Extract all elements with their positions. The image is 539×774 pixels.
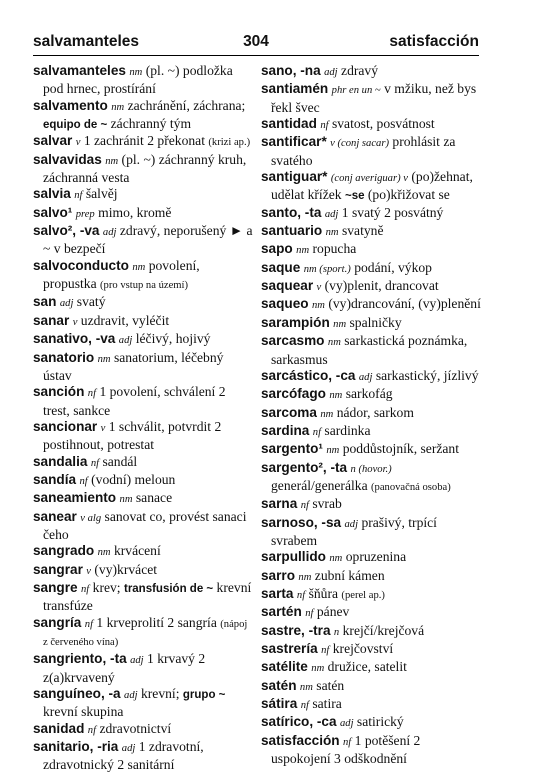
entry-headword: sarta bbox=[261, 585, 294, 601]
entry-translation: zdravý, neporušený ► a ~ v bezpečí bbox=[43, 223, 253, 257]
entry-headword: sanción bbox=[33, 384, 85, 400]
dictionary-entry bbox=[261, 333, 481, 368]
dictionary-entry bbox=[261, 460, 481, 497]
entry-headword: sarna bbox=[261, 496, 298, 512]
entry-grammar: adj bbox=[121, 743, 136, 755]
entry-grammar: nf bbox=[80, 583, 90, 595]
entry-grammar: v bbox=[100, 422, 106, 434]
dictionary-entry bbox=[261, 241, 481, 259]
dictionary-entry bbox=[261, 733, 481, 768]
entry-translation: krvácení bbox=[113, 543, 161, 559]
entry-grammar: nf bbox=[342, 736, 352, 748]
entry-subentry-translation: (po)křižovat se bbox=[367, 187, 450, 203]
dictionary-entry bbox=[33, 419, 253, 454]
header-rule bbox=[33, 55, 479, 56]
left-guide-word: salvamanteles bbox=[33, 33, 139, 50]
entry-headword: sarampión bbox=[261, 314, 330, 330]
entry-grammar: adj bbox=[324, 208, 339, 220]
entry-grammar: nm bbox=[326, 445, 340, 457]
dictionary-entry bbox=[261, 586, 481, 604]
entry-translation: šňůra bbox=[308, 585, 339, 601]
entry-grammar: v (conj sacar) bbox=[330, 138, 389, 150]
entry-grammar: adj bbox=[339, 718, 354, 730]
entry-grammar: v bbox=[86, 565, 91, 577]
entry-headword: sargento¹ bbox=[261, 441, 323, 457]
dictionary-entry bbox=[261, 223, 481, 241]
dictionary-entry bbox=[261, 205, 481, 223]
entry-translation: krevní; bbox=[140, 686, 180, 702]
dictionary-entry bbox=[33, 739, 253, 774]
entry-headword: sanguíneo, -a bbox=[33, 686, 121, 702]
entry-translation: sarkastická poznámka, sarkasmus bbox=[271, 333, 468, 367]
entry-translation: v mžiku, než bys řekl švec bbox=[271, 81, 477, 115]
dictionary-entry bbox=[33, 562, 253, 580]
entry-translation: zubní kámen bbox=[314, 567, 385, 583]
dictionary-entry bbox=[33, 580, 253, 615]
entry-headword: santidad bbox=[261, 116, 317, 132]
entry-translation: svrab bbox=[312, 496, 342, 512]
entry-translation: sanace bbox=[135, 490, 173, 506]
dictionary-entry bbox=[261, 496, 481, 514]
entry-headword: sarcasmo bbox=[261, 333, 325, 349]
dictionary-entry bbox=[261, 714, 481, 732]
entry-headword: sangriento, -ta bbox=[33, 651, 127, 667]
entry-translation: (vodní) meloun bbox=[91, 471, 176, 487]
dictionary-entry bbox=[261, 315, 481, 333]
page-number: 304 bbox=[243, 33, 269, 50]
entry-headword: sartén bbox=[261, 604, 302, 620]
entry-grammar: nf bbox=[74, 190, 83, 202]
entry-grammar: v bbox=[72, 316, 78, 328]
entry-translation: (po)žehnat, udělat křížek bbox=[271, 169, 473, 203]
entry-headword: saque bbox=[261, 259, 301, 275]
entry-translation: mimo, kromě bbox=[98, 204, 172, 220]
entry-headword: sandalia bbox=[33, 453, 88, 469]
entry-headword: salvo², -va bbox=[33, 223, 100, 239]
entry-translation: zdravotnictví bbox=[99, 720, 172, 736]
dictionary-entry bbox=[261, 604, 481, 622]
entry-translation: 1 krveprolití 2 sangría bbox=[96, 614, 217, 630]
dictionary-entry bbox=[33, 331, 253, 349]
entry-headword: sanatorio bbox=[33, 349, 95, 365]
entry-grammar: nf bbox=[312, 426, 322, 438]
right-guide-word: satisfacción bbox=[389, 33, 479, 50]
entry-translation: povolení, propustka bbox=[43, 257, 200, 292]
entry-translation: ropucha bbox=[312, 241, 357, 257]
entry-subentry: equipo de ~ bbox=[43, 119, 108, 132]
entry-grammar: nm bbox=[299, 681, 313, 693]
entry-headword: sanidad bbox=[33, 720, 85, 736]
entry-translation: sarkofág bbox=[345, 386, 393, 402]
dictionary-entry bbox=[261, 386, 481, 404]
entry-grammar: nf bbox=[305, 608, 314, 620]
entry-headword: sastrería bbox=[261, 641, 318, 656]
dictionary-entry bbox=[33, 454, 253, 472]
entry-headword: satisfacción bbox=[261, 732, 340, 748]
dictionary-entry bbox=[261, 423, 481, 441]
dictionary-entry bbox=[33, 186, 253, 204]
entry-grammar: nm bbox=[97, 547, 111, 559]
dictionary-entry bbox=[33, 543, 253, 561]
entry-grammar: adj bbox=[130, 655, 144, 667]
entry-headword: saneamiento bbox=[33, 490, 117, 506]
entry-grammar: nm bbox=[320, 408, 334, 420]
entry-headword: sarcástico, -ca bbox=[261, 367, 356, 383]
entry-headword: saqueo bbox=[261, 296, 309, 312]
entry-headword: sandía bbox=[33, 471, 77, 487]
entry-headword: sanitario, -ria bbox=[33, 739, 119, 755]
dictionary-entry bbox=[261, 659, 481, 677]
entry-grammar: nf bbox=[320, 120, 329, 132]
entry-note: (krizi ap.) bbox=[208, 137, 251, 149]
entry-grammar: adj bbox=[344, 518, 359, 530]
entry-grammar: nm bbox=[329, 553, 343, 565]
dictionary-entry bbox=[261, 134, 481, 169]
entry-translation: generál/generálka bbox=[271, 477, 368, 493]
entry-headword: sarro bbox=[261, 567, 296, 583]
dictionary-entry bbox=[261, 623, 481, 641]
entry-translation: (pl. ~) záchranný kruh, záchranná vesta bbox=[43, 151, 247, 186]
dictionary-entry bbox=[261, 260, 481, 278]
entry-headword: santiguar* bbox=[261, 169, 328, 185]
entry-translation: 1 potěšení 2 uspokojení 3 odškodnění bbox=[271, 732, 421, 767]
entry-headword: sancionar bbox=[33, 418, 98, 434]
entry-headword: sanear bbox=[33, 508, 77, 524]
dictionary-entry bbox=[33, 686, 253, 721]
entry-headword: sangrado bbox=[33, 543, 95, 559]
entry-headword: salvar bbox=[33, 133, 73, 149]
dictionary-entry bbox=[33, 490, 253, 508]
entry-headword: salvamento bbox=[33, 97, 108, 113]
entry-subentry-translation: krevní skupina bbox=[43, 704, 124, 720]
entry-grammar: nm bbox=[312, 300, 325, 312]
entry-translation: spalničky bbox=[349, 314, 402, 330]
entry-grammar: nm bbox=[105, 155, 119, 167]
entry-translation: pánev bbox=[316, 604, 350, 620]
entry-translation: svatyně bbox=[341, 223, 384, 239]
entry-translation: svatost, posvátnost bbox=[331, 116, 435, 132]
entry-translation: šalvěj bbox=[85, 186, 118, 202]
dictionary-entry bbox=[261, 549, 481, 567]
entry-translation: podání, výkop bbox=[354, 259, 432, 275]
entry-headword: sarpullido bbox=[261, 549, 326, 565]
entry-translation: 1 zdravotní, zdravotnický 2 sanitární bbox=[43, 739, 204, 773]
entry-headword: sanar bbox=[33, 312, 70, 328]
dictionary-entry bbox=[261, 116, 481, 134]
dictionary-entry bbox=[33, 63, 253, 98]
dictionary-entry bbox=[33, 472, 253, 490]
entry-headword: sangría bbox=[33, 614, 82, 630]
entry-grammar: nf bbox=[87, 388, 97, 400]
entry-headword: satírico, -ca bbox=[261, 714, 337, 730]
entry-headword: salvo¹ bbox=[33, 204, 73, 220]
entry-translation: 1 povolení, schválení 2 trest, sankce bbox=[43, 384, 226, 418]
entry-grammar: adj bbox=[118, 335, 133, 347]
dictionary-entry bbox=[33, 721, 253, 739]
entry-grammar: v bbox=[316, 282, 322, 294]
dictionary-entry bbox=[33, 313, 253, 331]
entry-grammar: nf bbox=[79, 475, 88, 487]
dictionary-entry bbox=[261, 278, 481, 296]
entry-translation: sardinka bbox=[324, 422, 371, 438]
entry-grammar: n (hovor.) bbox=[350, 463, 392, 475]
entry-translation: opruzenina bbox=[345, 549, 407, 565]
entry-headword: sapo bbox=[261, 241, 293, 257]
entry-headword: sargento², -ta bbox=[261, 459, 348, 475]
entry-translation: (vy)krvácet bbox=[94, 561, 158, 577]
entry-grammar: phr en un ~ bbox=[331, 85, 381, 97]
entry-translation: léčivý, hojivý bbox=[135, 331, 211, 347]
dictionary-entry bbox=[261, 515, 481, 550]
entry-grammar: nm bbox=[325, 227, 339, 239]
entry-subentry: grupo ~ bbox=[182, 689, 226, 702]
entry-grammar: n bbox=[333, 626, 340, 638]
entry-grammar: nm (sport.) bbox=[303, 263, 351, 275]
dictionary-entry bbox=[261, 405, 481, 423]
entry-translation: (pl. ~) podložka pod hrnec, prostírání bbox=[43, 63, 233, 97]
entry-translation: 1 schválit, potvrdit 2 postihnout, potrestat bbox=[43, 418, 222, 453]
dictionary-entry bbox=[261, 368, 481, 386]
dictionary-entry bbox=[33, 509, 253, 544]
entry-translation: 1 krvavý 2 z(a)krvavený bbox=[43, 651, 206, 685]
entry-grammar: adj bbox=[324, 67, 338, 78]
entry-grammar: adj bbox=[102, 227, 117, 239]
right-column bbox=[261, 63, 481, 767]
entry-headword: sardina bbox=[261, 422, 310, 438]
entry-translation: zdravý bbox=[341, 63, 379, 78]
page-header bbox=[33, 33, 479, 53]
entry-translation: (vy)drancování, (vy)plenění bbox=[328, 296, 481, 312]
entry-note: (perel ap.) bbox=[341, 589, 385, 601]
entry-grammar: nf bbox=[321, 645, 330, 656]
dictionary-entry bbox=[33, 133, 253, 151]
entry-grammar: nm bbox=[333, 318, 347, 330]
entry-headword: san bbox=[33, 294, 57, 310]
entry-grammar: (conj averiguar) v bbox=[330, 173, 408, 185]
entry-headword: santiamén bbox=[261, 81, 329, 97]
entry-translation: svatý bbox=[76, 294, 106, 310]
entry-grammar: nm bbox=[119, 494, 133, 506]
dictionary-entry bbox=[33, 258, 253, 295]
entry-translation: uzdravit, vyléčit bbox=[80, 312, 170, 328]
entry-grammar: nf bbox=[300, 700, 309, 712]
entry-subentry: transfusión de ~ bbox=[123, 582, 214, 595]
entry-headword: santo, -ta bbox=[261, 204, 322, 220]
entry-translation: nádor, sarkom bbox=[336, 404, 414, 420]
entry-translation: satira bbox=[312, 696, 342, 712]
entry-headword: sastre, -tra bbox=[261, 622, 331, 638]
entry-grammar: nf bbox=[90, 457, 100, 469]
dictionary-entry bbox=[261, 696, 481, 714]
entry-grammar: nm bbox=[311, 663, 325, 675]
entry-grammar: adj bbox=[124, 690, 138, 702]
entry-translation: krev; bbox=[92, 579, 121, 595]
entry-grammar: nm bbox=[111, 101, 125, 113]
entry-translation: satirický bbox=[356, 714, 404, 730]
dictionary-entry bbox=[33, 205, 253, 223]
entry-translation: (vy)plenit, drancovat bbox=[324, 278, 439, 294]
left-column bbox=[33, 63, 253, 774]
entry-headword: sarnoso, -sa bbox=[261, 514, 342, 530]
entry-headword: sátira bbox=[261, 696, 298, 712]
dictionary-entry bbox=[261, 81, 481, 116]
entry-grammar: nm bbox=[129, 67, 143, 78]
entry-headword: sarcoma bbox=[261, 404, 317, 420]
entry-translation: sarkastický, jízlivý bbox=[375, 367, 479, 383]
dictionary-entry bbox=[261, 169, 481, 205]
entry-headword: sangrar bbox=[33, 561, 83, 577]
entry-translation: prohlásit za svatého bbox=[271, 134, 456, 168]
entry-translation: zachránění, záchrana; bbox=[127, 97, 246, 113]
entry-translation: poddůstojník, seržant bbox=[342, 441, 459, 457]
entry-note: (panovačná osoba) bbox=[371, 481, 451, 493]
entry-grammar: nf bbox=[84, 618, 94, 630]
entry-translation: sanatorium, léčebný ústav bbox=[43, 349, 224, 383]
entry-grammar: nm bbox=[298, 571, 312, 583]
entry-translation: 1 zachránit 2 překonat bbox=[83, 133, 205, 149]
entry-headword: salvavidas bbox=[33, 151, 102, 167]
entry-headword: satélite bbox=[261, 659, 308, 675]
entry-headword: salvamanteles bbox=[33, 63, 126, 78]
entry-grammar: v alg bbox=[80, 512, 102, 524]
dictionary-entry bbox=[33, 98, 253, 134]
entry-subentry: ~se bbox=[344, 190, 365, 203]
dictionary-entry bbox=[261, 296, 481, 314]
dictionary-entry bbox=[33, 384, 253, 419]
entry-translation: 1 svatý 2 posvátný bbox=[341, 204, 444, 220]
entry-headword: satén bbox=[261, 677, 297, 693]
entry-grammar: nm bbox=[132, 261, 146, 273]
entry-translation: sandál bbox=[102, 453, 138, 469]
entry-headword: santificar* bbox=[261, 134, 327, 150]
dictionary-entry bbox=[261, 678, 481, 696]
entry-translation: krejčí/krejčová bbox=[342, 622, 425, 638]
entry-headword: salvoconducto bbox=[33, 257, 129, 273]
entry-translation: krejčovství bbox=[332, 641, 394, 656]
entry-note: (nápoj z červeného vína) bbox=[43, 618, 248, 648]
dictionary-entry bbox=[33, 152, 253, 187]
entry-grammar: nf bbox=[87, 724, 97, 736]
entry-grammar: nm bbox=[329, 390, 343, 402]
dictionary-entry bbox=[33, 651, 253, 686]
entry-translation: sanovat co, provést sanaci čeho bbox=[43, 508, 247, 542]
entry-grammar: nf bbox=[296, 589, 306, 601]
entry-translation: satén bbox=[316, 677, 345, 693]
dictionary-entry bbox=[33, 223, 253, 258]
entry-grammar: prep bbox=[75, 208, 95, 220]
entry-translation: družice, satelit bbox=[327, 659, 407, 675]
entry-grammar: adj bbox=[59, 298, 74, 310]
entry-grammar: v bbox=[75, 137, 81, 149]
entry-subentry-translation: krevní transfúze bbox=[43, 579, 252, 614]
entry-subentry-translation: záchranný tým bbox=[110, 116, 192, 132]
entry-grammar: nm bbox=[97, 353, 111, 365]
dictionary-entry bbox=[33, 615, 253, 652]
dictionary-entry bbox=[261, 63, 481, 81]
entry-translation: prašivý, trpící svrabem bbox=[271, 514, 437, 548]
entry-headword: saquear bbox=[261, 278, 314, 294]
dictionary-entry bbox=[33, 350, 253, 385]
entry-grammar: adj bbox=[358, 371, 373, 383]
dictionary-entry bbox=[261, 641, 481, 659]
entry-headword: salvia bbox=[33, 186, 71, 202]
entry-grammar: nm bbox=[327, 337, 341, 349]
entry-headword: sangre bbox=[33, 579, 78, 595]
entry-headword: sanativo, -va bbox=[33, 331, 116, 347]
entry-grammar: nm bbox=[296, 245, 310, 257]
entry-grammar: nf bbox=[300, 500, 309, 512]
entry-headword: santuario bbox=[261, 223, 323, 239]
entry-headword: sano, -na bbox=[261, 63, 321, 78]
entry-note: (pro vstup na území) bbox=[100, 280, 188, 292]
entry-headword: sarcófago bbox=[261, 386, 326, 402]
dictionary-entry bbox=[261, 441, 481, 459]
dictionary-entry bbox=[261, 568, 481, 586]
dictionary-entry bbox=[33, 294, 253, 312]
